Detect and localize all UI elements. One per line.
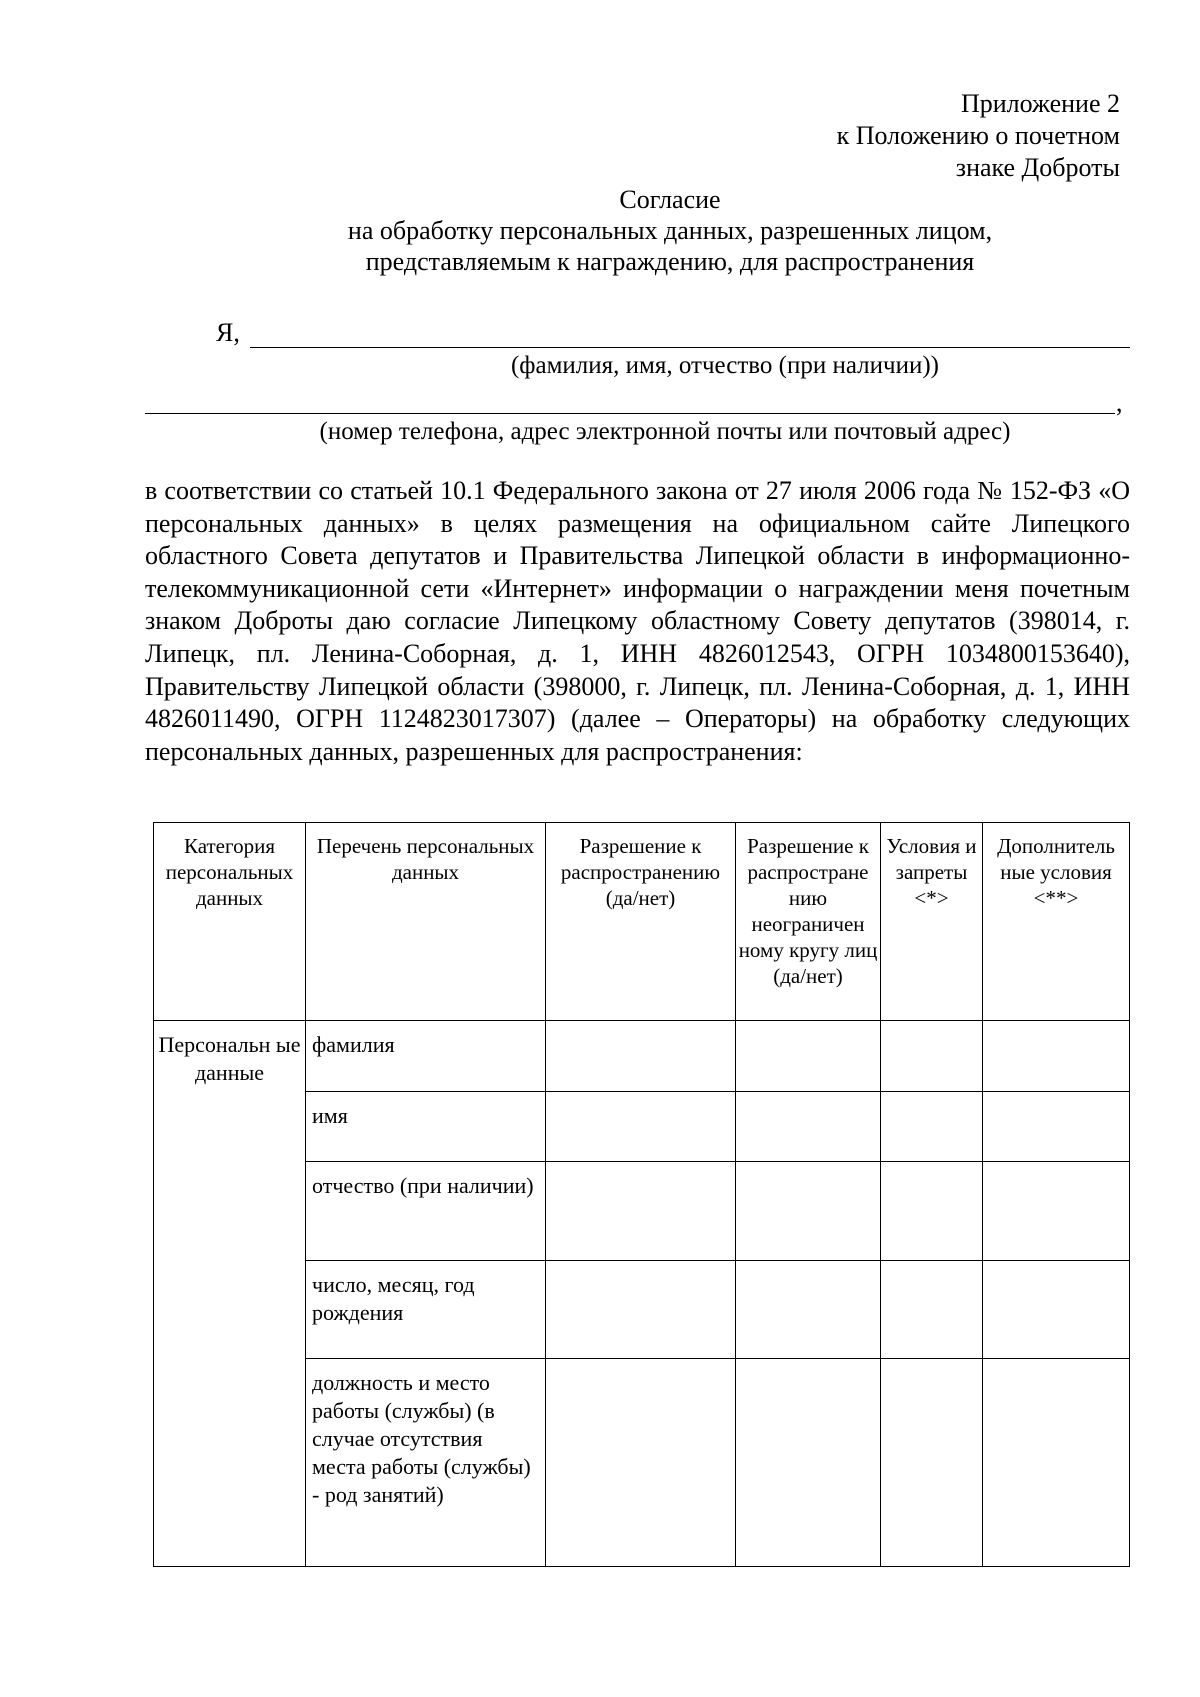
row-label: число, месяц, год рождения xyxy=(306,1261,546,1359)
additional-cell[interactable] xyxy=(983,1021,1130,1092)
appendix-header xyxy=(837,88,1120,184)
i-label: Я, xyxy=(216,318,240,347)
header-list: Перечень персональных данных xyxy=(306,823,546,1021)
permission-cell[interactable] xyxy=(546,1092,736,1162)
header-unlimited: Разрешение к распростране нию неограничен ному кругу лиц (да/нет) xyxy=(736,823,881,1021)
permission-cell[interactable] xyxy=(546,1359,736,1567)
contact-comma: , xyxy=(1116,388,1123,417)
permission-cell[interactable] xyxy=(546,1261,736,1359)
row-label: должность и место работы (службы) (в случае отсутствия места работы (службы) - род занятий) xyxy=(306,1359,546,1567)
consent-paragraph: в соответствии со статьей 10.1 Федерального закона от 27 июля 2006 года № 152-ФЗ «О персональных данных» в целях размещения на официальном сайте Липецкого областного Совета депутатов и Правительства Липецкой области в информационно-телекоммуникационной сети «Интернет» информации о награждении меня почетным знаком Доброты даю согласие Липецкому областному Совету депутатов (398014, г. Липецк, пл. Ленина-Соборная, д. 1, ИНН 4826012543, ОГРН 1034800153640), Правительству Липецкой области (398000, г. Липецк, пл. Ленина-Соборная, д. 1, ИНН 4826011490, ОГРН 1124823017307) (далее – Операторы) на обработку следующих персональных данных, разрешенных для распространения: xyxy=(145,476,1130,766)
additional-cell[interactable] xyxy=(983,1162,1130,1261)
unlimited-cell[interactable] xyxy=(736,1162,881,1261)
unlimited-cell[interactable] xyxy=(736,1021,881,1092)
unlimited-cell[interactable] xyxy=(736,1092,881,1162)
contact-hint: (номер телефона, адрес электронной почты или почтовый адрес) xyxy=(319,418,1011,445)
title-heading: Согласие xyxy=(619,185,721,214)
appendix-line-1: Приложение 2 xyxy=(960,89,1120,118)
table-header-row xyxy=(154,823,1130,1021)
conditions-cell[interactable] xyxy=(881,1261,983,1359)
permission-cell[interactable] xyxy=(546,1021,736,1092)
row-label: фамилия xyxy=(306,1021,546,1092)
table-row xyxy=(154,1021,1130,1092)
appendix-line-2: к Положению о почетном xyxy=(836,120,1120,150)
category-cell: Персональн ые данные xyxy=(154,1021,306,1567)
conditions-cell[interactable] xyxy=(881,1359,983,1567)
row-label: отчество (при наличии) xyxy=(306,1162,546,1261)
header-permission: Разрешение к распространению (да/нет) xyxy=(546,823,736,1021)
unlimited-cell[interactable] xyxy=(736,1359,881,1567)
conditions-cell[interactable] xyxy=(881,1021,983,1092)
contact-field[interactable] xyxy=(145,413,1115,414)
header-additional: Дополнитель ные условия <**> xyxy=(983,823,1130,1021)
appendix-line-3: знаке Доброты xyxy=(955,152,1120,182)
additional-cell[interactable] xyxy=(983,1092,1130,1162)
header-conditions: Условия и запреты <*> xyxy=(881,823,983,1021)
title-line-3: представляемым к награждению, для распространения xyxy=(365,247,975,277)
document-title xyxy=(170,184,1170,278)
additional-cell[interactable] xyxy=(983,1359,1130,1567)
conditions-cell[interactable] xyxy=(881,1162,983,1261)
row-label: имя xyxy=(306,1092,546,1162)
permission-cell[interactable] xyxy=(546,1162,736,1261)
name-hint: (фамилия, имя, отчество (при наличии)) xyxy=(510,352,940,379)
unlimited-cell[interactable] xyxy=(736,1261,881,1359)
conditions-cell[interactable] xyxy=(881,1092,983,1162)
title-line-2: на обработку персональных данных, разрешенных лицом, xyxy=(347,216,993,246)
additional-cell[interactable] xyxy=(983,1261,1130,1359)
name-field[interactable] xyxy=(250,347,1130,348)
header-category: Категория персональных данных xyxy=(154,823,306,1021)
personal-data-table xyxy=(153,822,1130,1567)
